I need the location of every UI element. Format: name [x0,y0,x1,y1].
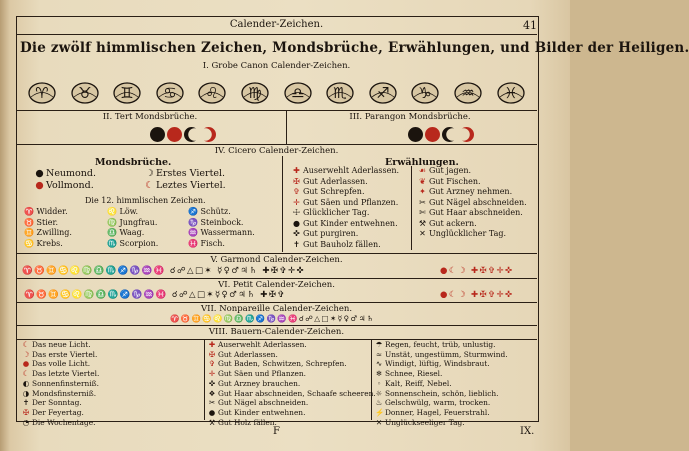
zodiac-cancer-picture [155,76,185,106]
election-entry-label: Gut jagen. [429,166,472,175]
bauern-election-entry-icon: ● [208,407,216,417]
moon-phase-row-4 [145,181,226,192]
moon-phase-row-2 [145,169,225,180]
section-bauern: VIII. Bauern-Calender-Zeichen. [208,327,345,337]
zodiac-scorpio-picture [325,76,355,106]
section-parangon: III. Parangon Mondsbrüche. [349,112,471,122]
bauern-sign-entry-icon: ✠ [22,407,30,417]
svg-text:♍: ♍ [248,84,262,102]
bauern-sign-entry [22,398,99,408]
bauern-weather-entry [375,350,508,360]
petit-glyphs-black: ♈♉♊♋♌♍♎♏♐♑♒♓ ☌☍△□✶☿♀♂♃♄ ✚✠✞ [24,290,286,300]
petit-glyphs-red: ●☾☽ ✚✠✞✛✜ [440,290,514,300]
new-moon-icon: ● [35,168,44,179]
bauern-election-entry-icon: ⚒ [208,417,216,427]
election-entry [292,219,399,230]
election-entry [292,208,399,219]
zodiac-taurus-picture [70,76,100,106]
last-quarter-icon [201,127,216,142]
bauern-weather-entry-icon: ∿ [375,359,383,369]
election-entry-icon: ✞ [293,187,300,196]
bauern-sign-entry [22,389,99,399]
bauern-sign-entry-icon: ☾ [22,369,30,379]
running-title: Calender-Zeichen. [16,16,537,35]
zodiac-virgo-picture [240,76,270,106]
bauern-weather-entry-icon: ♨ [375,398,383,408]
bauern-weather-entry-icon: ≈ [375,349,383,359]
bauern-election-entry [208,359,376,369]
bauern-election-entry-label: Gut Aderlassen. [218,349,278,359]
moon-phase-label: Neumond. [46,168,97,179]
full-moon-icon: ● [35,180,44,191]
moon-phase-label: Vollmond. [46,180,94,191]
bauern-election-entry-label: Gut Nägel abschneiden. [218,398,309,408]
zodiac-entry-label: ♈ Widder. [24,207,68,216]
election-entry-icon: ✦ [419,187,426,196]
bauern-election-entry [208,398,376,408]
bauern-weather-entry-icon: ☂ [375,340,383,349]
election-entry-icon: ⚒ [418,218,427,228]
bauern-sign-entry-icon: ☽ [22,349,30,359]
bauern-weather-entry-icon: ⚡ [375,407,385,417]
zodiac-entry [188,228,255,239]
election-entry-label: Gut Aderlassen. [303,176,368,186]
election-entry-icon: ✠ [293,176,300,186]
election-entry [292,187,399,198]
election-entry-label: Gut ackern. [429,218,477,228]
zodiac-aries-picture [27,76,57,106]
zodiac-entry [188,239,255,250]
svg-text:♎: ♎ [291,84,305,102]
election-entry-label: Glücklicher Tag. [303,208,370,217]
bauern-sign-entry-label: Mondsfinsterniß. [32,388,97,398]
svg-text:♓: ♓ [504,84,518,102]
election-entry [418,187,527,198]
bauern-column-2 [208,340,376,427]
election-entry-icon: ✛ [293,197,300,207]
bauern-sign-entry-label: Der Feyertag. [32,407,84,417]
zodiac-entry [188,207,255,218]
section-petit: VI. Petit Calender-Zeichen. [218,280,335,290]
election-entry-label: Gut Haar abschneiden. [429,208,523,217]
zodiac-heading: Die 12. himmlischen Zeichen. [85,196,206,205]
nonpareille-glyphs: ♈♉♊♋♌♍♎♏♐♑♒♓☌☍△□✶☿♀♂♃♄ [170,314,375,323]
election-entry-icon: ✄ [419,208,426,217]
election-entry [418,219,527,230]
election-entry-label: Gut Fischen. [429,176,481,186]
mondsbrueche-heading: Mondsbrüche. [95,157,172,168]
svg-text:♊: ♊ [120,84,134,102]
garmond-glyphs-red: ●☾☽ ✚✠✞✛✜ [440,266,514,276]
election-entry-label: Gut Kinder entwehnen. [303,218,398,228]
bauern-sign-entry-label: Sonnenfinsterniß. [32,378,99,388]
section-cicero: IV. Cicero Calender-Zeichen. [214,146,339,156]
zodiac-entry-label: ♓ Fisch. [188,238,225,248]
bauern-weather-entry-icon: ✕ [375,417,383,427]
bauern-weather-entry-label: Schnee, Riesel. [385,369,443,379]
bauern-election-entry-label: Gut Haar abschneiden, Schaafe scheeren. [218,388,376,398]
bauern-election-entry-label: Gut Säen und Pflanzen. [218,369,306,379]
zodiac-entry [24,207,72,218]
bauern-election-entry [208,408,376,418]
zodiac-entry-label: ♎ Waag. [107,228,145,237]
bauern-election-entry-icon: ✛ [208,369,216,379]
bauern-sign-entry-label: Das volle Licht. [32,359,91,369]
bauern-election-entry-icon: ❖ [208,388,216,398]
bauern-election-entry-label: Gut Holz fällen. [218,417,277,427]
bauern-weather-entry [375,398,508,408]
bauern-sign-entry [22,359,99,369]
moon-phase-row-1 [35,169,96,180]
bauern-column-3 [375,340,508,427]
bauern-weather-entry-icon: ☼ [375,388,383,398]
zodiac-entry-label: ♊ Zwilling. [24,228,72,237]
section-nonpareille: VII. Nonpareille Calender-Zeichen. [200,304,353,314]
parangon-moon-phases [408,124,476,143]
elections-left [292,166,399,250]
bauern-weather-entry-label: Windigt, lüftig, Windsbraut. [385,359,490,369]
zodiac-entry-label: ♒ Wassermann. [188,228,255,237]
election-entry [418,198,527,209]
election-entry [418,166,527,177]
zodiac-aquarius-picture [453,76,483,106]
page-title: Die zwölf himmlischen Zeichen, Mondsbrüche, Erwählungen, und Bilder der Heiligen. [20,40,689,56]
bauern-sign-entry-icon: ☾ [22,340,30,349]
bauern-election-entry [208,379,376,389]
bauern-weather-entry [375,340,508,350]
bauern-election-entry-icon: ✠ [208,349,216,359]
moon-phase-row-3 [35,181,94,192]
bauern-weather-entry-label: Unglückseeliger Tag. [385,417,465,427]
new-moon-icon [408,127,423,142]
bauern-election-entry-label: Auserwehlt Aderlassen. [218,340,307,349]
zodiac-entry [188,218,255,229]
bauern-election-entry [208,369,376,379]
election-entry-icon: ☙ [418,166,427,175]
bauern-sign-entry [22,379,99,389]
svg-text:♉: ♉ [78,84,92,102]
bauern-weather-entry [375,359,508,369]
bauern-sign-entry-icon: ◑ [22,388,30,398]
election-entry-icon: ✚ [293,166,300,175]
zodiac-pisces-picture [496,76,526,106]
first-quarter-icon: ☽ [145,168,154,179]
bauern-sign-entry [22,418,99,428]
zodiac-sagittarius-picture [368,76,398,106]
bauern-weather-entry-label: Donner, Hagel, Feuerstrahl. [385,407,490,417]
bauern-sign-entry-icon: ◐ [22,378,30,388]
election-entry-label: Gut Nägel abschneiden. [429,197,527,207]
section-grobe: I. Grobe Canon Calender-Zeichen. [202,61,351,71]
full-moon-icon [167,127,182,142]
election-entry-icon: ● [293,218,300,228]
zodiac-capricorn-picture [410,76,440,106]
bauern-weather-entry-label: Regen, feucht, trüb, unlustig. [385,340,496,349]
zodiac-leo-picture [197,76,227,106]
bauern-sign-entry [22,408,99,418]
zodiac-entry-label: ♍ Jungfrau. [107,217,158,227]
new-moon-icon [150,127,165,142]
bauern-election-entry [208,389,376,399]
zodiac-entry-label: ♌ Löw. [107,207,139,216]
election-entry-icon: ❦ [419,176,426,186]
bauern-weather-entry-label: Sonnenschein, schön, lieblich. [385,388,499,398]
election-entry-label: Gut Schrepfen. [303,187,365,196]
bauern-sign-entry [22,340,99,350]
election-entry [292,229,399,240]
zodiac-entry-label: ♋ Krebs. [24,238,63,248]
bauern-sign-entry-label: Die Wochentage. [32,417,96,427]
section-tert: II. Tert Mondsbrüche. [102,112,198,122]
election-entry [292,177,399,188]
svg-text:♒: ♒ [461,84,475,102]
first-quarter-icon [184,127,199,142]
election-entry [292,240,399,251]
zodiac-entry-label: ♑ Steinbock. [188,217,244,227]
section-garmond: V. Garmond Calender-Zeichen. [210,255,343,265]
bauern-sign-entry-label: Der Sonntag. [32,398,82,408]
bauern-sign-entry [22,350,99,360]
election-entry-label: Gut Säen und Pflanzen. [303,197,399,207]
bauern-weather-entry-label: Unstät, ungestümm, Sturmwind. [385,349,508,359]
election-entry-label: Gut Bauholz fällen. [303,239,381,249]
zodiac-entry-label: ♐ Schütz. [188,207,231,216]
bauern-weather-entry [375,379,508,389]
page-number: 41 [523,19,537,32]
signature-mark: F [273,426,280,437]
zodiac-column-3 [188,207,255,249]
bauern-sign-entry-icon: ✝ [22,398,30,408]
bauern-election-entry-label: Gut Arzney brauchen. [218,378,301,388]
garmond-glyphs-black: ♈♉♊♋♌♍♎♏♐♑♒♓ ☌☍△□✶ ☿♀♂♃♄ ✚✠✞✛✜ [22,266,306,276]
moon-phase-label: Leztes Viertel. [156,180,226,191]
bauern-weather-entry [375,389,508,399]
election-entry-label: Unglücklicher Tag. [429,229,507,238]
bauern-weather-entry [375,408,508,418]
zodiac-entry [107,239,158,250]
bauern-sign-entry-label: Das neue Licht. [32,340,91,349]
bauern-election-entry-label: Gut Kinder entwehnen. [218,407,306,417]
bauern-election-entry-icon: ✜ [208,378,216,388]
bauern-weather-entry-icon: ❄ [375,369,383,379]
bauern-election-entry [208,340,376,350]
bauern-sign-entry-icon: ● [22,359,30,369]
election-entry-label: Auserwehlt Aderlassen. [303,166,400,175]
svg-text:♑: ♑ [418,84,432,102]
first-quarter-icon [442,127,457,142]
zodiac-column-2 [107,207,158,249]
bauern-weather-entry-icon: ◦ [376,378,382,388]
svg-text:♋: ♋ [163,84,177,102]
zodiac-entry [107,207,158,218]
last-quarter-icon: ☾ [145,180,154,191]
moon-phase-label: Erstes Viertel. [156,168,226,179]
election-entry-icon: ✜ [293,229,300,238]
zodiac-column-1 [24,207,72,249]
election-entry [418,229,527,240]
bauern-election-entry-icon: ✞ [208,359,216,369]
svg-text:♐: ♐ [376,84,390,102]
zodiac-gemini-picture [112,76,142,106]
bauern-column-1 [22,340,99,427]
election-entry-label: Gut purgiren. [303,229,359,238]
election-entry-icon: ✂ [419,197,426,207]
erwaehlungen-heading: Erwählungen. [385,157,459,168]
last-quarter-icon [459,127,474,142]
election-entry-icon: ✕ [419,229,426,238]
bauern-election-entry [208,418,376,428]
full-moon-icon [425,127,440,142]
zodiac-entry [24,218,72,229]
svg-text:♏: ♏ [333,84,347,102]
bauern-weather-entry-label: Kalt, Reiff, Nebel. [385,378,452,388]
bauern-sign-entry-icon: ◔ [22,417,30,427]
bauern-weather-entry-label: Gelschwülg, warm, trocken. [385,398,491,408]
zodiac-entry-label: ♉ Stier. [24,217,58,227]
svg-text:♌: ♌ [205,84,219,102]
zodiac-entry [107,218,158,229]
election-entry [418,208,527,219]
sheet-number: IX. [520,426,535,437]
election-entry [292,166,399,177]
bauern-weather-entry [375,418,508,428]
bauern-sign-entry-label: Das erste Viertel. [32,349,98,359]
bauern-weather-entry [375,369,508,379]
bauern-sign-entry [22,369,99,379]
bauern-election-entry-icon: ✚ [208,340,216,349]
election-entry [292,198,399,209]
election-entry-icon: ✝ [293,239,300,249]
election-entry [418,177,527,188]
bauern-election-entry [208,350,376,360]
svg-text:♈: ♈ [35,84,49,102]
zodiac-entry [107,228,158,239]
tert-moon-phases [150,124,218,143]
election-entry-icon: ☩ [292,208,301,217]
zodiac-entry [24,239,72,250]
zodiac-libra-picture [283,76,313,106]
zodiac-entry-label: ♏ Scorpion. [107,238,159,248]
bauern-election-entry-icon: ✂ [208,398,216,408]
bauern-sign-entry-label: Das letzte Viertel. [32,369,100,379]
elections-right [418,166,527,240]
bauern-election-entry-label: Gut Baden, Schwitzen, Schrepfen. [218,359,347,369]
election-entry-label: Gut Arzney nehmen. [429,187,513,196]
zodiac-entry [24,228,72,239]
